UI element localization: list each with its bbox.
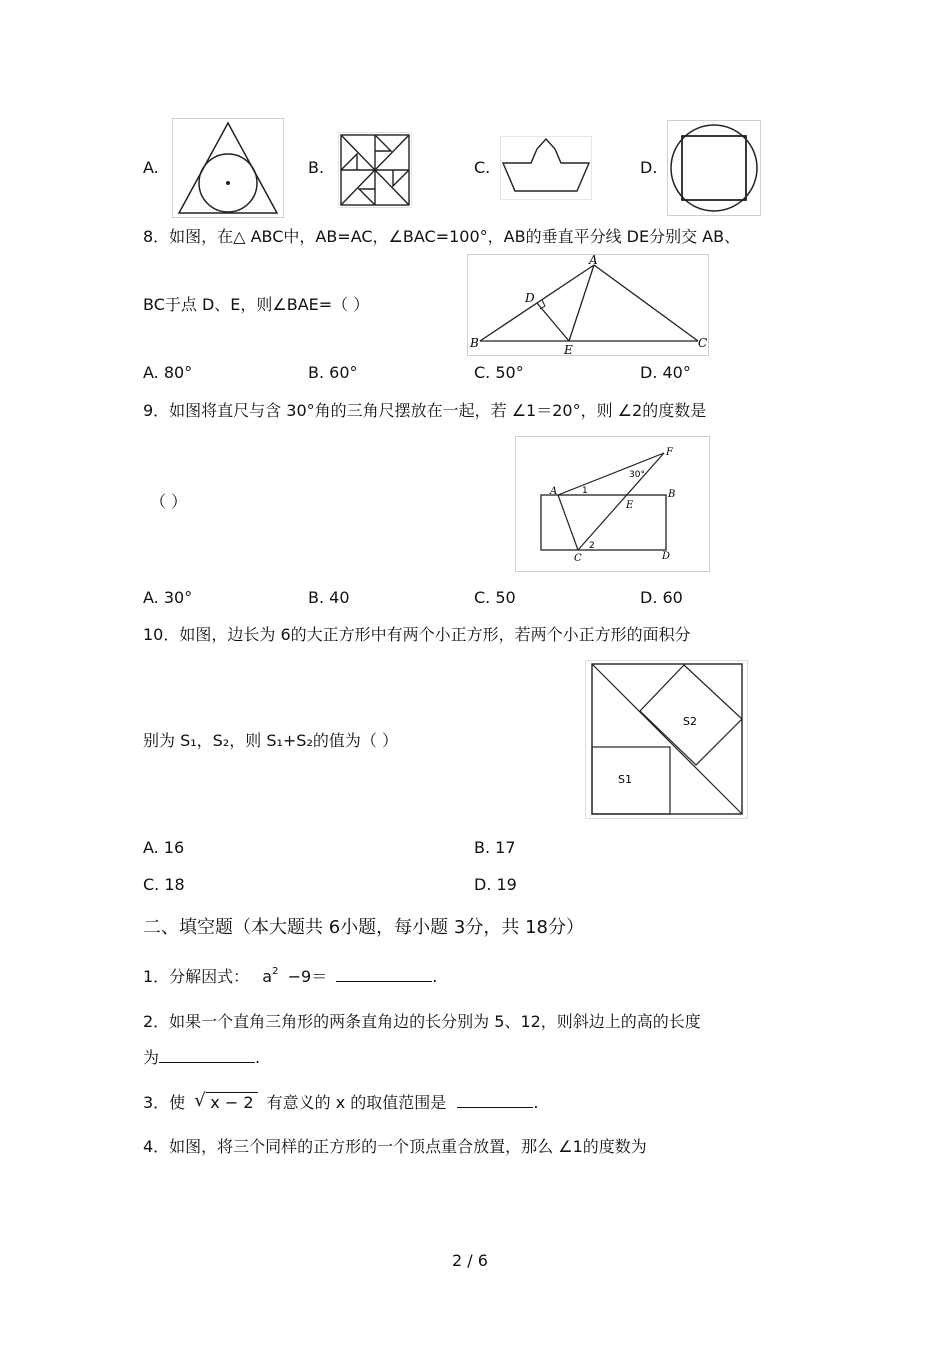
fill-3-prefix: 3．使 — [143, 1093, 186, 1112]
q10-option-c: C. 18 — [143, 875, 185, 894]
q7-option-c-label: C. — [474, 158, 491, 177]
fill-3-answer-blank[interactable] — [457, 1093, 533, 1108]
q10-option-b: B. 17 — [474, 838, 516, 857]
q9-text-line2: （ ） — [150, 492, 188, 511]
q8-text-line2: BC于点 D、E，则∠BAE=（ ） — [143, 295, 370, 314]
q10-text-line1: 10．如图，边长为 6的大正方形中有两个小正方形，若两个小正方形的面积分 — [143, 625, 691, 644]
q9-option-d: D. 60 — [640, 588, 683, 607]
label-e: E — [626, 500, 634, 511]
label-d: D — [525, 291, 535, 305]
q7-option-d-label: D. — [640, 158, 658, 177]
q7-figure-a — [172, 118, 284, 218]
fill-1-variable: a — [262, 967, 273, 986]
q8-option-b: B. 60° — [308, 363, 358, 382]
q8-option-a: A. 80° — [143, 363, 193, 382]
q7-figure-d — [667, 120, 761, 216]
label-c: C — [698, 336, 708, 350]
fill-3-suffix: 有意义的 x 的取值范围是 — [266, 1093, 447, 1112]
paper-boat-figure — [501, 137, 591, 199]
q7-figure-c — [500, 136, 592, 200]
fill-2-line1: 2．如果一个直角三角形的两条直角边的长分别为 5、12，则斜边上的高的长度 — [143, 1012, 701, 1031]
label-a: A — [550, 486, 558, 497]
fill-2-period: . — [255, 1048, 261, 1067]
q7-option-b-label: B. — [308, 158, 325, 177]
fill-3 — [143, 1090, 539, 1113]
q8-figure — [467, 254, 709, 356]
q7-figure-b — [338, 132, 412, 208]
label-a: A — [589, 255, 598, 267]
label-s1: S1 — [618, 773, 632, 786]
label-b: B — [668, 489, 676, 500]
fill-3-period: . — [533, 1093, 539, 1112]
label-f: F — [666, 447, 673, 458]
label-e: E — [564, 343, 573, 355]
square-in-circle-figure — [668, 121, 760, 215]
q10-figure — [585, 660, 748, 819]
label-d: D — [662, 551, 671, 562]
fill-1 — [143, 967, 437, 990]
label-30-degrees: 30° — [629, 470, 645, 480]
fill-1-exponent: 2 — [272, 966, 279, 977]
sqrt-radicand: x − 2 — [206, 1092, 257, 1112]
label-s2: S2 — [683, 715, 697, 728]
q8-text-line1: 8．如图，在△ ABC中，AB=AC，∠BAC=100°，AB的垂直平分线 DE分别交 AB、 — [143, 227, 741, 246]
fill-2-prefix: 为 — [143, 1048, 160, 1067]
q7-option-a-label: A. — [143, 158, 159, 177]
q10-option-d: D. 19 — [474, 875, 517, 894]
q9-figure — [515, 436, 710, 572]
section-2-title: 二、填空题（本大题共 6小题，每小题 3分，共 18分） — [143, 917, 584, 938]
label-angle-1: 1 — [582, 486, 588, 496]
q8-option-c: C. 50° — [474, 363, 524, 382]
fill-1-answer-blank[interactable] — [336, 967, 432, 982]
label-angle-2: 2 — [589, 541, 595, 551]
q9-text-line1: 9．如图将直尺与含 30°角的三角尺摆放在一起，若 ∠1＝20°，则 ∠2的度数是 — [143, 401, 707, 420]
triangle-with-inscribed-circle-figure — [173, 119, 283, 217]
q9-option-c: C. 50 — [474, 588, 516, 607]
q10-option-a: A. 16 — [143, 838, 185, 857]
q9-option-a: A. 30° — [143, 588, 193, 607]
fill-2-answer-blank[interactable] — [159, 1048, 255, 1063]
fill-2-line2 — [143, 1048, 260, 1068]
label-b: B — [470, 336, 479, 350]
fill-1-period: . — [432, 967, 438, 986]
fill-1-prefix: 1．分解因式： — [143, 967, 250, 986]
q10-text-line2: 别为 S₁，S₂，则 S₁+S₂的值为（ ） — [143, 731, 398, 750]
ruler-and-set-square-figure — [516, 437, 709, 571]
q9-option-b: B. 40 — [308, 588, 350, 607]
sqrt-expression — [194, 1090, 257, 1113]
label-c: C — [574, 553, 582, 564]
fill-4-line: 4．如图，将三个同样的正方形的一个顶点重合放置，那么 ∠1的度数为 — [143, 1137, 647, 1156]
page-number: 2 / 6 — [452, 1251, 488, 1270]
nested-squares-figure — [586, 661, 747, 818]
isosceles-triangle-figure — [468, 255, 708, 355]
sqrt-sign-icon: √ — [194, 1090, 206, 1111]
q8-option-d: D. 40° — [640, 363, 691, 382]
fill-1-rest: −9＝ — [287, 967, 328, 986]
pinwheel-figure — [339, 133, 411, 207]
